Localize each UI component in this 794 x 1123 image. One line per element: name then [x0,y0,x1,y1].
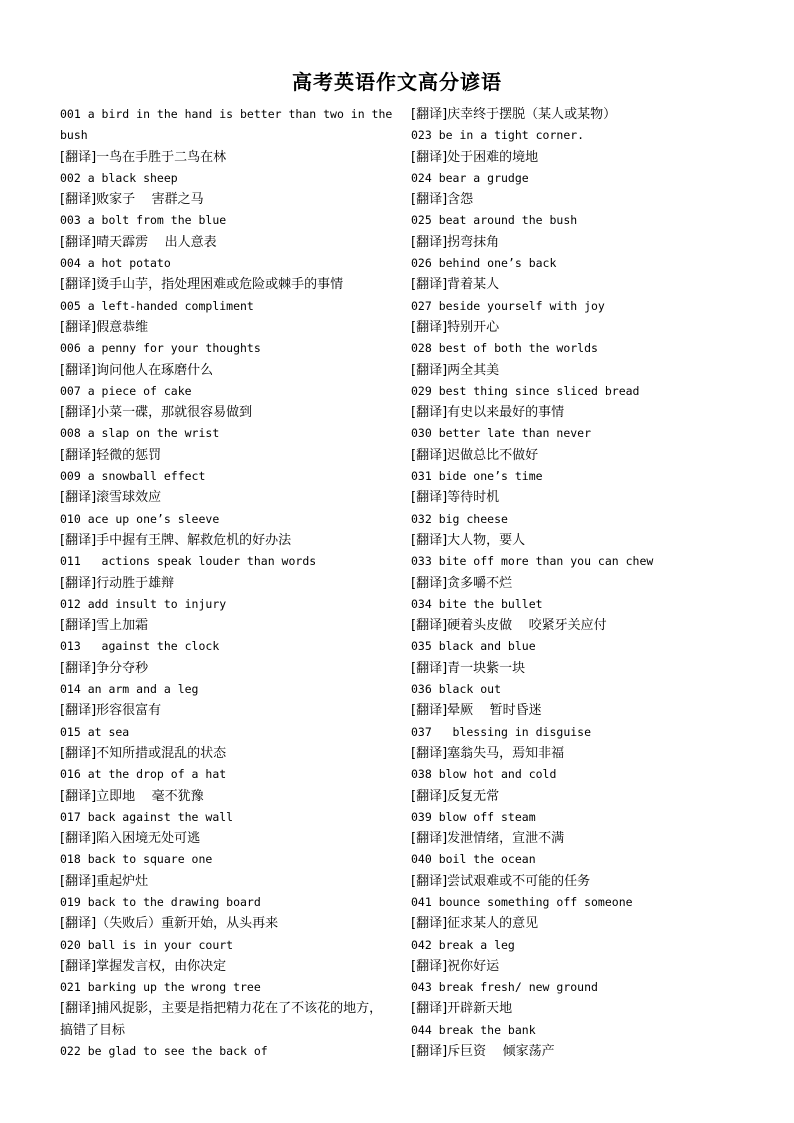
translation-tag: [翻译] [411,618,448,634]
proverb-english: 038 blow hot and cold [411,767,557,782]
proverb-english: 003 a bolt from the blue [60,213,227,228]
proverb-english: 034 bite the bullet [411,596,543,611]
proverb-translation [411,913,741,934]
translation-tag: [翻译] [60,916,97,932]
translation-tag: [翻译] [411,831,448,847]
proverb-translation [411,956,741,977]
proverb-translation [60,700,395,721]
proverb-english: 017 back against the wall [60,809,234,824]
page-title: 高考英语作文高分谚语 [292,70,502,94]
proverb-english: 018 back to square one [60,852,213,867]
proverb-english: 001 a bird in the hand is better than two in the bush [60,107,393,143]
translation-tag: [翻译] [60,362,97,378]
proverb-english: 015 at sea [60,724,130,739]
translation-text: 雪上加霜 [96,618,149,634]
proverb-translation [411,658,741,679]
proverb-translation [60,615,395,636]
proverb-english: 033 bite off more than you can chew [411,554,654,569]
translation-tag: [翻译] [411,958,448,974]
translation-tag: [翻译] [411,405,448,421]
proverb-english: 008 a slap on the wrist [60,426,220,441]
proverb-translation [60,743,395,764]
translation-tag: [翻译] [60,618,97,634]
translation-tag: [翻译] [60,703,97,719]
translation-text: 重起炉灶 [96,873,149,889]
proverb-translation [60,658,395,679]
translation-text: 立即地 毫不犹豫 [96,788,204,804]
proverb-english: 043 break fresh/ new ground [411,980,598,995]
translation-text: 形容很富有 [96,703,162,719]
translation-tag: [翻译] [60,319,97,335]
proverb-english: 041 bounce something off someone [411,894,633,909]
translation-tag: [翻译] [411,277,448,293]
proverb-translation [411,189,741,210]
translation-text: 争分夺秒 [96,660,149,676]
proverb-translation [411,317,741,338]
translation-text: 反复无常 [447,788,500,804]
proverb-translation [60,487,395,508]
proverb-translation [411,828,741,849]
proverb-translation [60,232,395,253]
proverb-english: 023 be in a tight corner. [411,128,585,143]
proverb-translation [60,445,395,466]
translation-tag: [翻译] [60,149,97,165]
translation-tag: [翻译] [60,1001,97,1017]
translation-tag: [翻译] [411,362,448,378]
proverb-translation [60,956,395,977]
proverb-english: 042 break a leg [411,937,515,952]
translation-tag: [翻译] [60,532,97,548]
proverb-translation [60,147,395,168]
proverb-translation [411,871,741,892]
proverb-english: 030 better late than never [411,426,592,441]
translation-tag: [翻译] [60,745,97,761]
proverb-translation [411,1041,741,1062]
translation-tag: [翻译] [411,192,448,208]
proverb-translation [411,232,741,253]
translation-tag: [翻译] [411,1001,448,1017]
proverb-english: 039 blow off steam [411,809,536,824]
translation-text: 败家子 害群之马 [96,192,204,208]
proverb-translation [411,147,741,168]
proverb-translation [60,828,395,849]
translation-text: 特别开心 [447,319,500,335]
proverb-translation [411,274,741,295]
translation-text: 塞翁失马，焉知非福 [447,745,565,761]
translation-tag: [翻译] [411,660,448,676]
proverb-translation [411,615,741,636]
proverb-translation [411,445,741,466]
proverb-translation [60,573,395,594]
translation-text: 斥巨资 倾家荡产 [447,1044,555,1060]
proverb-english: 011 actions speak louder than words [60,554,317,569]
proverb-english: 024 bear a grudge [411,170,529,185]
translation-text: 捕风捉影，主要是指把精力花在了不该花的地方，搞错了目标 [60,1001,383,1038]
proverb-english: 040 boil the ocean [411,852,536,867]
translation-tag: [翻译] [60,831,97,847]
translation-tag: [翻译] [60,405,97,421]
translation-tag: [翻译] [411,916,448,932]
translation-tag: [翻译] [411,490,448,506]
proverb-translation [411,998,741,1019]
proverb-english: 012 add insult to injury [60,596,227,611]
proverb-english: 026 behind one’s back [411,256,557,271]
translation-text: 迟做总比不做好 [447,447,539,463]
translation-tag: [翻译] [60,873,97,889]
translation-text: 有史以来最好的事情 [447,405,565,421]
translation-text: 掌握发言权，由你决定 [96,958,227,974]
translation-tag: [翻译] [411,703,448,719]
translation-tag: [翻译] [411,532,448,548]
translation-text: 晴天霹雳 出人意表 [96,234,217,250]
proverb-english: 006 a penny for your thoughts [60,341,261,356]
proverb-english: 032 big cheese [411,511,508,526]
translation-text: 手中握有王牌、解救危机的好办法 [96,532,292,548]
proverb-translation [60,360,395,381]
translation-text: 滚雪球效应 [96,490,162,506]
translation-tag: [翻译] [411,149,448,165]
translation-text: 晕厥 暂时昏迷 [447,703,542,719]
translation-tag: [翻译] [411,234,448,250]
proverb-english: 002 a black sheep [60,170,178,185]
translation-text: 拐弯抹角 [447,234,500,250]
proverb-english: 021 barking up the wrong tree [60,980,261,995]
proverb-english: 007 a piece of cake [60,383,192,398]
proverb-translation [60,189,395,210]
proverb-english: 016 at the drop of a hat [60,767,227,782]
translation-tag: [翻译] [411,319,448,335]
translation-text: 询问他人在琢磨什么 [96,362,214,378]
translation-text: 小菜一碟，那就很容易做到 [96,405,253,421]
proverb-english: 035 black and blue [411,639,536,654]
proverb-english: 036 black out [411,682,502,697]
translation-text: 征求某人的意见 [447,916,539,932]
proverb-english: 031 bide one’s time [411,469,543,484]
proverb-english: 028 best of both the worlds [411,341,598,356]
translation-text: 含怨 [447,192,474,208]
proverb-english: 025 beat around the bush [411,213,578,228]
translation-text: 开辟新天地 [447,1001,513,1017]
proverb-english: 010 ace up one’s sleeve [60,511,220,526]
translation-text: 硬着头皮做 咬紧牙关应付 [447,618,607,634]
translation-tag: [翻译] [60,192,97,208]
proverb-translation [411,104,741,125]
translation-text: 等待时机 [447,490,500,506]
proverb-translation [411,487,741,508]
proverb-translation [60,871,395,892]
proverb-translation [60,786,395,807]
translation-text: 行动胜于雄辩 [96,575,175,591]
right-column [411,104,741,1062]
proverb-english: 005 a left-handed compliment [60,298,254,313]
translation-text: 一鸟在手胜于二鸟在林 [96,149,227,165]
proverb-translation [411,530,741,551]
translation-tag: [翻译] [411,745,448,761]
translation-text: 假意恭维 [96,319,149,335]
proverb-translation [411,786,741,807]
left-column [60,104,395,1062]
translation-text: 烫手山芋，指处理困难或危险或棘手的事情 [96,277,344,293]
proverb-translation [411,700,741,721]
proverb-translation [411,360,741,381]
translation-tag: [翻译] [411,873,448,889]
proverb-english: 004 a hot potato [60,256,171,271]
translation-tag: [翻译] [60,277,97,293]
translation-tag: [翻译] [60,490,97,506]
translation-text: 大人物，要人 [447,532,526,548]
proverb-english: 009 a snowball effect [60,469,206,484]
translation-tag: [翻译] [60,788,97,804]
proverb-english: 029 best thing since sliced bread [411,383,640,398]
proverb-translation [60,998,395,1041]
translation-text: 背着某人 [447,277,500,293]
translation-text: 贪多嚼不烂 [447,575,513,591]
proverb-translation [411,402,741,423]
translation-text: （失败后）重新开始，从头再来 [96,916,279,932]
translation-tag: [翻译] [411,1044,448,1060]
translation-tag: [翻译] [411,447,448,463]
proverb-english: 013 against the clock [60,639,220,654]
proverb-translation [60,913,395,934]
proverb-translation [60,530,395,551]
proverb-english: 022 be glad to see the back of [60,1044,268,1059]
proverb-english: 019 back to the drawing board [60,894,261,909]
proverb-english: 044 break the bank [411,1022,536,1037]
proverb-translation [60,274,395,295]
translation-text: 不知所措或混乱的状态 [96,745,227,761]
proverb-translation [60,402,395,423]
translation-tag: [翻译] [60,234,97,250]
translation-tag: [翻译] [411,107,448,122]
translation-tag: [翻译] [411,788,448,804]
translation-text: 庆幸终于摆脱（某人或某物） [447,107,617,122]
translation-text: 尝试艰难或不可能的任务 [447,873,591,889]
proverb-english: 037 blessing in disguise [411,724,592,739]
translation-tag: [翻译] [411,575,448,591]
translation-text: 发泄情绪，宣泄不满 [447,831,565,847]
proverb-translation [411,743,741,764]
translation-tag: [翻译] [60,575,97,591]
translation-tag: [翻译] [60,660,97,676]
proverb-english: 020 ball is in your court [60,937,234,952]
translation-tag: [翻译] [60,958,97,974]
translation-text: 两全其美 [447,362,500,378]
proverb-translation [411,573,741,594]
proverb-translation [60,317,395,338]
translation-text: 青一块紫一块 [447,660,526,676]
translation-text: 祝你好运 [447,958,500,974]
translation-text: 处于困难的境地 [447,149,539,165]
translation-tag: [翻译] [60,447,97,463]
proverb-english: 014 an arm and a leg [60,682,199,697]
translation-text: 陷入困境无处可逃 [96,831,201,847]
translation-text: 轻微的惩罚 [96,447,162,463]
proverb-english: 027 beside yourself with joy [411,298,605,313]
